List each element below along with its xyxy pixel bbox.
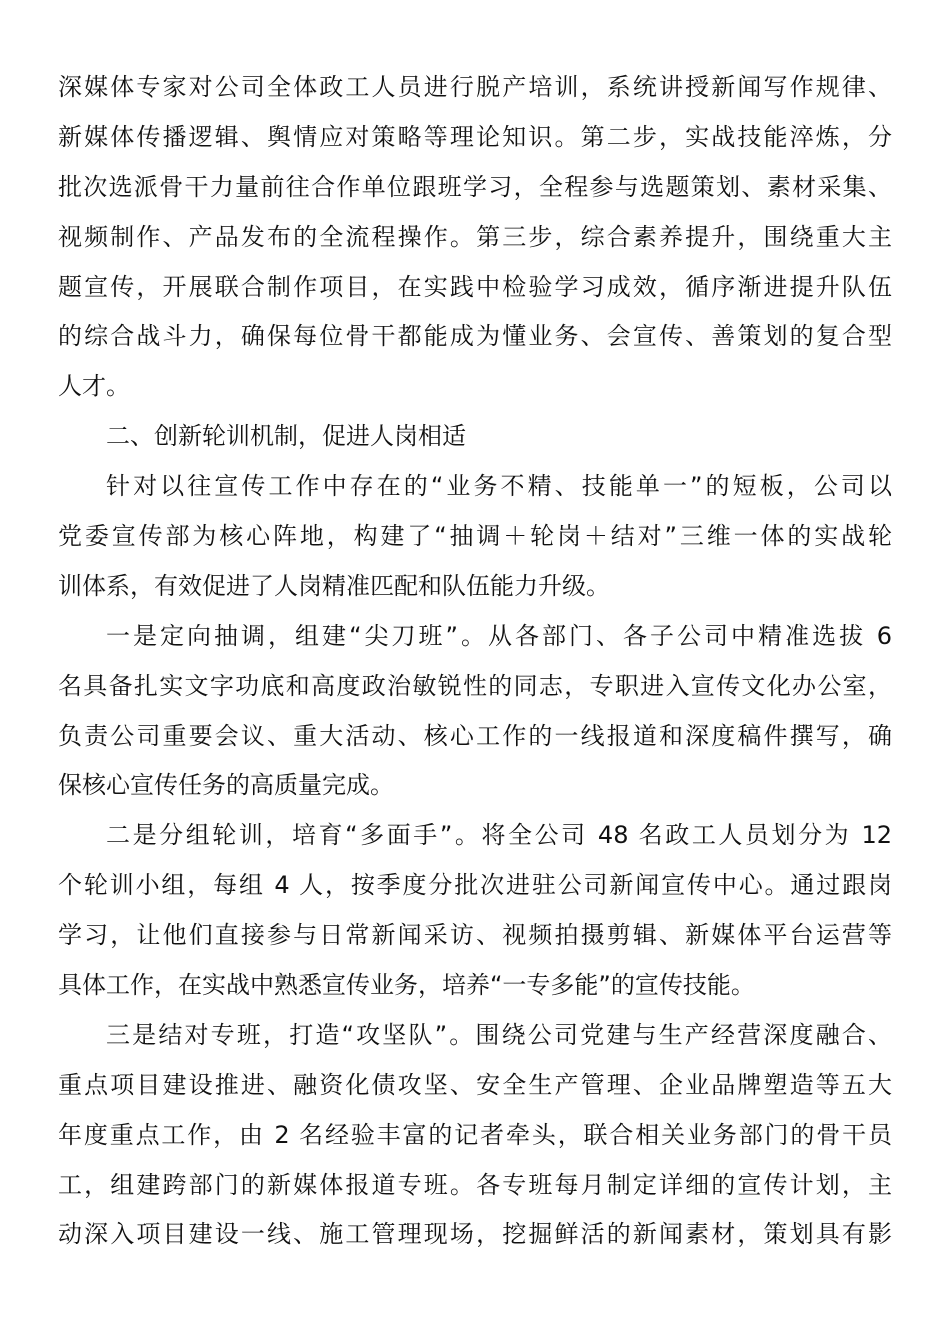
text-line: 学习，让他们直接参与日常新闻采访、视频拍摄剪辑、新媒体平台运营等 [58,921,892,950]
text-line: 年度重点工作，由 2 名经验丰富的记者牵头，联合相关业务部门的骨干员 [58,1120,892,1149]
paragraph [58,612,892,812]
text-line: 工，组建跨部门的新媒体报道专班。各专班每月制定详细的宣传计划，主 [58,1170,892,1199]
text-line: 二是分组轮训，培育“多面手”。将全公司 48 名政工人员划分为 12 [106,821,892,850]
text-line: 深媒体专家对公司全体政工人员进行脱产培训，系统讲授新闻写作规律、 [58,73,892,101]
text-line: 一是定向抽调，组建“尖刀班”。从各部门、各子公司中精准选拔 6 [106,621,892,650]
text-line: 题宣传，开展联合制作项目，在实践中检验学习成效，循序渐进提升队伍 [58,272,892,301]
text-line: 新媒体传播逻辑、舆情应对策略等理论知识。第二步，实战技能淬炼，分 [58,122,892,151]
text-line: 批次选派骨干力量前往合作单位跟班学习，全程参与选题策划、素材采集、 [58,172,892,201]
text-line: 重点项目建设推进、融资化债攻坚、安全生产管理、企业品牌塑造等五大 [58,1070,892,1099]
text-line: 党委宣传部为核心阵地，构建了“抽调＋轮岗＋结对”三维一体的实战轮 [58,522,892,551]
text-line: 具体工作，在实战中熟悉宣传业务，培养“一专多能”的宣传技能。 [58,971,755,1000]
heading-text: 二、创新轮训机制，促进人岗相适 [106,422,466,451]
text-line: 保核心宣传任务的高质量完成。 [58,771,394,800]
text-line: 视频制作、产品发布的全流程操作。第三步，综合素养提升，围绕重大主 [58,222,892,251]
text-line: 三是结对专班，打造“攻坚队”。围绕公司党建与生产经营深度融合、 [106,1020,892,1049]
text-line: 人才。 [58,372,130,401]
section-heading [58,412,892,462]
paragraph [58,462,892,612]
text-line: 训体系，有效促进了人岗精准匹配和队伍能力升级。 [58,571,610,600]
text-line: 动深入项目建设一线、施工管理现场，挖掘鲜活的新闻素材，策划具有影 [58,1220,892,1249]
document-page [58,63,892,1260]
text-line: 名具备扎实文字功底和高度政治敏锐性的同志，专职进入宣传文化办公室， [58,671,892,700]
text-line: 针对以往宣传工作中存在的“业务不精、技能单一”的短板，公司以 [106,472,892,501]
text-line: 负责公司重要会议、重大活动、核心工作的一线报道和深度稿件撰写，确 [58,721,892,750]
paragraph [58,1011,892,1260]
paragraph-continuation [58,63,892,412]
paragraph [58,811,892,1011]
text-line: 个轮训小组，每组 4 人，按季度分批次进驻公司新闻宣传中心。通过跟岗 [58,871,892,900]
text-line: 的综合战斗力，确保每位骨干都能成为懂业务、会宣传、善策划的复合型 [58,322,892,351]
